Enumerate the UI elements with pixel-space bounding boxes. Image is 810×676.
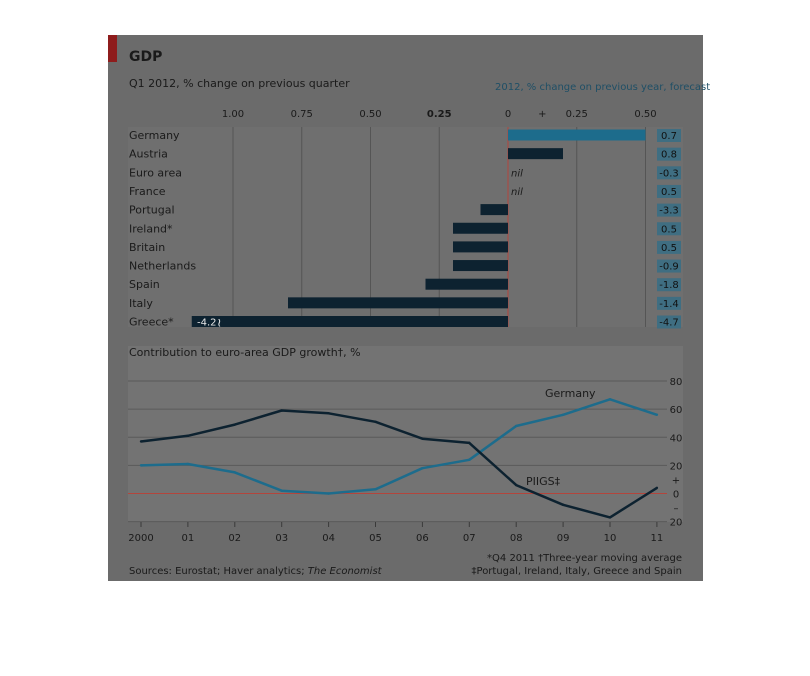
y-tick-label: 60 — [669, 405, 683, 417]
category-label-italy: Italy — [129, 296, 153, 310]
bar-tick-label: 1.00 — [221, 109, 245, 120]
line-plot-background — [128, 346, 683, 522]
point-germany — [562, 414, 564, 416]
x-tick-label: 04 — [322, 533, 335, 544]
point-piigs — [468, 442, 470, 444]
quarter-bar-germany — [508, 130, 646, 141]
y-tick-label: – — [673, 503, 679, 515]
forecast-value-netherlands: -0.9 — [659, 261, 679, 273]
point-germany — [374, 488, 376, 490]
bar-subtitle: Q1 2012, % change on previous quarter — [129, 77, 350, 90]
x-tick-label: 06 — [416, 533, 429, 544]
point-piigs — [374, 421, 376, 423]
footnote-2: ‡Portugal, Ireland, Italy, Greece and Spain — [471, 566, 682, 577]
category-label-ireland: Ireland* — [129, 222, 173, 236]
forecast-value-france: 0.5 — [661, 186, 677, 198]
forecast-value-germany: 0.7 — [661, 131, 677, 142]
category-label-spain: Spain — [129, 278, 160, 292]
x-tick-label: 07 — [462, 533, 476, 544]
point-germany — [140, 464, 142, 466]
point-piigs — [609, 516, 611, 518]
bar-tick-label: 0.25 — [426, 109, 452, 120]
category-label-france: France — [129, 184, 166, 198]
forecast-value-britain: 0.5 — [661, 242, 677, 254]
x-tick-label: 10 — [603, 533, 617, 544]
point-piigs — [656, 487, 658, 489]
bar-tick-label: 0.50 — [359, 109, 382, 120]
piigs-series-label: PIIGS‡ — [526, 475, 561, 488]
bar-axis-ticks — [222, 109, 657, 120]
line-x-ticks — [128, 522, 663, 544]
forecast-value-greece: -4.7 — [659, 317, 679, 329]
y-tick-label: 0 — [672, 489, 680, 501]
x-tick-label: 09 — [556, 533, 570, 544]
quarter-bar-greece — [192, 316, 508, 327]
nil-label-france: nil — [511, 186, 523, 198]
quarter-bar-spain — [426, 279, 509, 290]
x-tick-label: 02 — [228, 533, 242, 544]
quarter-bar-britain — [453, 241, 508, 252]
germany-series-label: Germany — [545, 387, 596, 400]
point-piigs — [140, 440, 142, 442]
nil-label-euro-area: nil — [511, 168, 523, 180]
y-tick-label: 20 — [669, 461, 683, 473]
bar-plot-background — [128, 127, 683, 327]
point-piigs — [327, 412, 329, 414]
forecast-subtitle: 2012, % change on previous year, forecast — [495, 82, 711, 93]
x-tick-label: 2000 — [128, 533, 154, 544]
category-label-britain: Britain — [129, 240, 166, 254]
point-piigs — [234, 423, 236, 425]
y-tick-label: 20 — [669, 517, 683, 529]
bar-tick-label: + — [538, 109, 547, 120]
forecast-value-austria: 0.8 — [661, 149, 677, 161]
sources-publisher: The Economist — [307, 566, 382, 577]
line-chart-title: Contribution to euro-area GDP growth†, % — [129, 346, 361, 359]
forecast-value-ireland: 0.5 — [661, 224, 677, 236]
y-tick-label: + — [671, 475, 681, 487]
category-label-portugal: Portugal — [129, 203, 175, 217]
sources-prefix: Sources: Eurostat; Haver analytics; — [129, 566, 308, 577]
forecast-value-portugal: -3.3 — [659, 205, 679, 217]
axis-break-marker: ≀ — [217, 315, 222, 330]
point-germany — [234, 471, 236, 473]
point-piigs — [187, 435, 189, 437]
point-germany — [421, 467, 423, 469]
footnote-1: *Q4 2011 †Three-year moving average — [487, 553, 682, 564]
forecast-value-italy: -1.4 — [659, 298, 679, 310]
forecast-value-spain: -1.8 — [659, 280, 679, 292]
point-piigs — [281, 409, 283, 411]
forecast-values — [659, 131, 679, 329]
x-tick-label: 03 — [275, 533, 289, 544]
forecast-value-euro-area: -0.3 — [659, 168, 679, 180]
bar-tick-label: 0.75 — [290, 109, 313, 120]
point-germany — [281, 489, 283, 491]
point-germany — [468, 459, 470, 461]
point-germany — [656, 414, 658, 416]
bar-tick-label: 0.50 — [634, 109, 657, 120]
quarter-bar-netherlands — [453, 260, 508, 271]
point-piigs — [421, 437, 423, 439]
sources-note — [129, 566, 383, 577]
quarter-bar-ireland — [453, 223, 508, 234]
y-tick-label: 40 — [669, 433, 683, 445]
quarter-bar-austria — [508, 148, 563, 159]
x-tick-label: 05 — [369, 533, 382, 544]
x-tick-label: 01 — [181, 533, 195, 544]
bar-tick-label: 0.25 — [565, 109, 588, 120]
category-label-austria: Austria — [129, 147, 168, 161]
quarter-bar-portugal — [481, 204, 509, 215]
quarter-bar-italy — [288, 297, 508, 308]
point-piigs — [562, 504, 564, 506]
category-label-greece: Greece* — [129, 315, 174, 329]
point-germany — [187, 463, 189, 465]
break-value-label: -4.2 — [197, 317, 217, 329]
point-germany — [327, 492, 329, 494]
y-tick-label: 80 — [669, 377, 683, 388]
point-germany — [515, 425, 517, 427]
x-tick-label: 11 — [650, 533, 664, 544]
category-label-euro-area: Euro area — [129, 166, 182, 180]
point-piigs — [515, 484, 517, 486]
chart-title: GDP — [129, 49, 163, 65]
category-label-netherlands: Netherlands — [129, 259, 197, 273]
point-germany — [609, 398, 611, 400]
bar-tick-label: 0 — [504, 109, 512, 120]
x-tick-label: 08 — [509, 533, 523, 544]
category-label-germany: Germany — [129, 129, 180, 142]
